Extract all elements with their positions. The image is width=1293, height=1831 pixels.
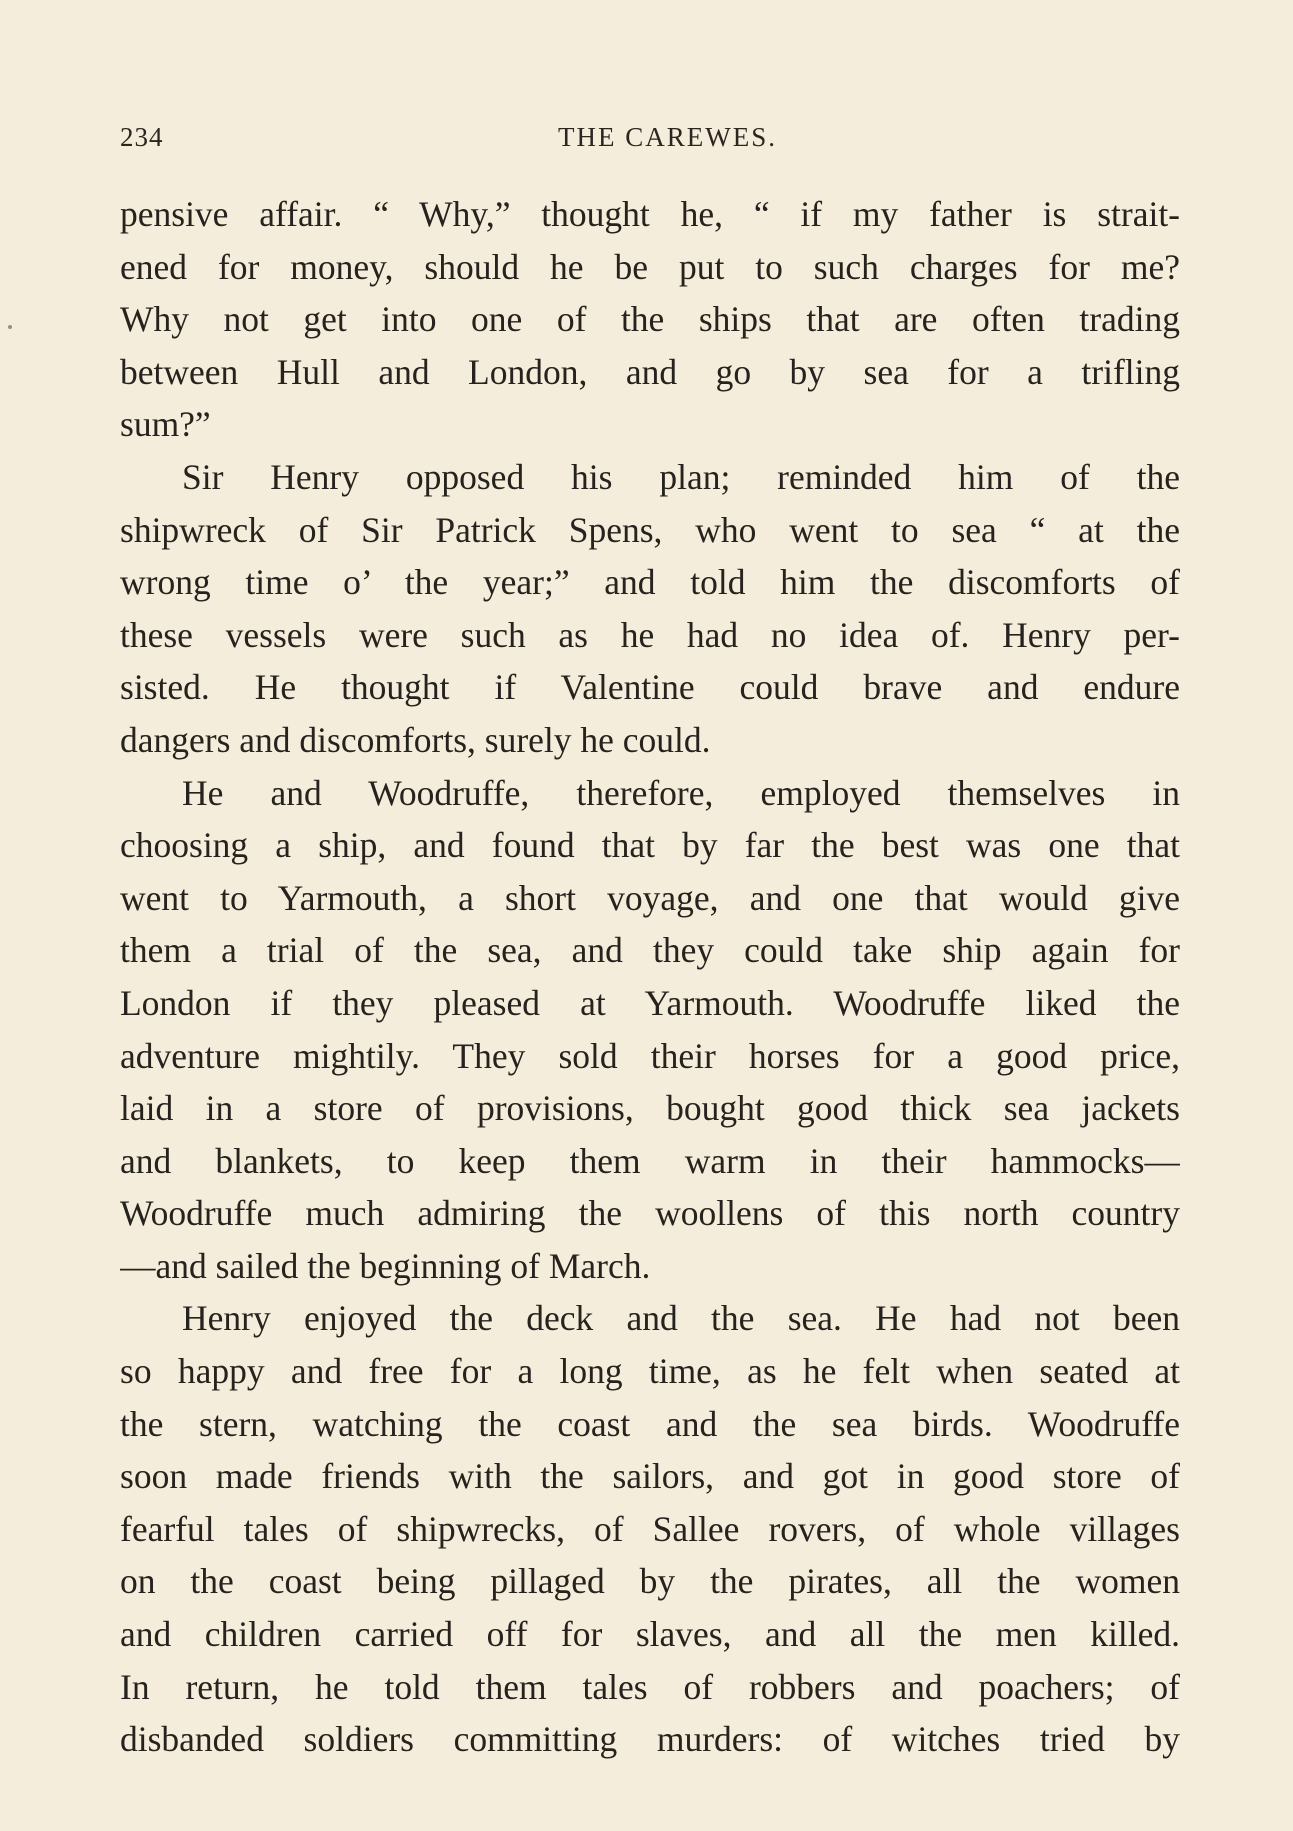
margin-speck xyxy=(8,325,12,329)
paragraph-start-line: He and Woodruffe, therefore, employed themselves in xyxy=(182,772,1180,813)
text-line: sisted. He thought if Valentine could brave and endure xyxy=(120,667,1180,708)
text-line: fearful tales of shipwrecks, of Sallee rovers, of whole villages xyxy=(120,1508,1180,1549)
text-line: Why not get into one of the ships that are often trading xyxy=(120,299,1180,340)
text-line: went to Yarmouth, a short voyage, and one that would give xyxy=(120,877,1180,918)
paragraph-start-line: Henry enjoyed the deck and the sea. He had not been xyxy=(182,1298,1180,1339)
text-line: ened for money, should he be put to such charges for me? xyxy=(120,246,1180,287)
text-line: laid in a store of provisions, bought good thick sea jackets xyxy=(120,1088,1180,1129)
text-line: between Hull and London, and go by sea for a trifling xyxy=(120,351,1180,392)
text-line: —and sailed the beginning of March. xyxy=(120,1245,651,1286)
text-line: soon made friends with the sailors, and got in good store of xyxy=(120,1456,1180,1497)
running-head xyxy=(120,122,1175,158)
text-line: the stern, watching the coast and the sea birds. Woodruffe xyxy=(120,1403,1180,1444)
body-text xyxy=(120,188,1180,1766)
text-line: choosing a ship, and found that by far the best was one that xyxy=(120,825,1180,866)
text-line: on the coast being pillaged by the pirates, all the women xyxy=(120,1561,1180,1602)
text-line: them a trial of the sea, and they could take ship again for xyxy=(120,930,1180,971)
paragraph-start-line: Sir Henry opposed his plan; reminded him of the xyxy=(182,456,1180,497)
text-line: sum?” xyxy=(120,404,211,445)
text-line: disbanded soldiers committing murders: of witches tried by xyxy=(120,1719,1180,1760)
running-title: THE CAREWES. xyxy=(558,122,777,152)
text-line: pensive affair. “ Why,” thought he, “ if my father is strait- xyxy=(120,194,1180,234)
text-line: In return, he told them tales of robbers and poachers; of xyxy=(120,1666,1180,1707)
text-line: and children carried off for slaves, and all the men killed. xyxy=(120,1614,1180,1655)
text-line: wrong time o’ the year;” and told him the discomforts of xyxy=(120,562,1180,603)
page-number: 234 xyxy=(120,122,164,152)
text-line: Woodruffe much admiring the woollens of this north country xyxy=(120,1193,1180,1234)
text-line: these vessels were such as he had no idea of. Henry per- xyxy=(120,614,1180,655)
text-line: so happy and free for a long time, as he felt when seated at xyxy=(120,1351,1180,1392)
text-line: shipwreck of Sir Patrick Spens, who went to sea “ at the xyxy=(120,509,1180,550)
text-line: London if they pleased at Yarmouth. Woodruffe liked the xyxy=(120,982,1180,1023)
text-line: dangers and discomforts, surely he could. xyxy=(120,719,711,760)
text-line: and blankets, to keep them warm in their hammocks— xyxy=(120,1140,1180,1181)
text-line: adventure mightily. They sold their horses for a good price, xyxy=(120,1035,1180,1076)
